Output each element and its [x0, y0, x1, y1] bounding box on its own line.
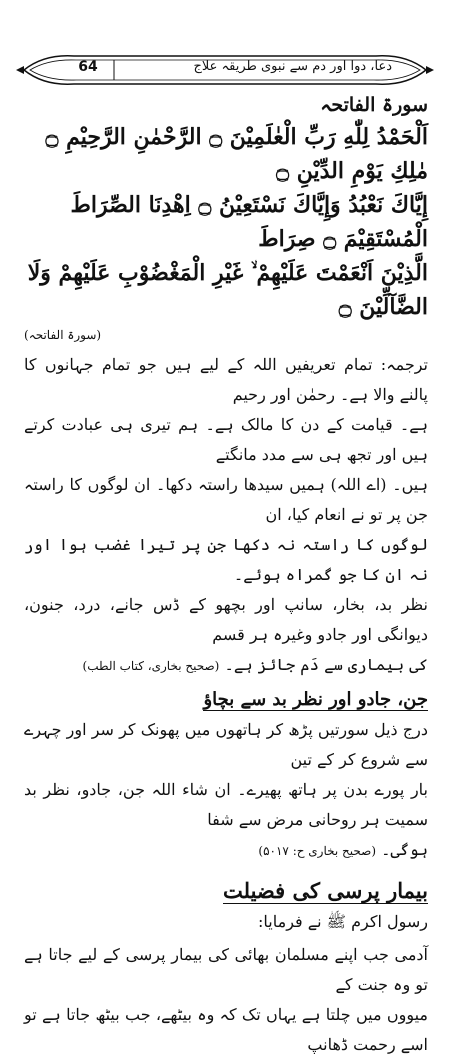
translation-line: ہیں۔ (اے اللہ) ہمیں سیدھا راستہ دکھا۔ ان لوگوں کا راستہ جن پر تو نے انعام کیا، ان — [24, 475, 428, 524]
paragraph-line: بار پورے بدن پر ہاتھ پھیرے۔ ان شاء اللہ جن، جادو، نظر بد سمیت ہر روحانی مرض سے شفا — [24, 780, 428, 829]
section-heading-text: جن، جادو اور نظر بد سے بچاؤ — [203, 689, 428, 710]
page-header — [14, 50, 436, 90]
paragraph-line — [24, 650, 428, 681]
paragraph-line: آدمی جب اپنے مسلمان بھائی کی بیمار پرسی کے لیے جاتا ہے تو وہ جنت کے — [24, 945, 428, 994]
verse-source: (سورۃ الفاتحہ) — [24, 328, 102, 342]
section-heading-text: بیمار پرسی کی فضیلت — [223, 878, 428, 903]
verse-line: اَلْحَمْدُ لِلّٰهِ رَبِّ الْعٰلَمِيْنَ ۝ الرَّحْمٰنِ الرَّحِيْمِ ۝ مٰلِكِ يَوْمِ الدِّيْنِ ۝ — [45, 124, 428, 184]
hadith-reference: (صحیح بخاری، کتاب الطب) — [82, 659, 220, 673]
page-number: 64 — [78, 59, 98, 75]
paragraph-line: میووں میں چلتا ہے یہاں تک کہ وہ بیٹھے، جب بیٹھ جاتا ہے تو اسے رحمت ڈھانپ — [24, 1005, 429, 1054]
section-paragraph — [24, 715, 428, 866]
paragraph-text: ہوگی۔ — [381, 840, 428, 859]
translation-line: لوگوں کا راستہ نہ دکھا جن پر تیرا غضب ہوا اور نہ ان کا جو گمراہ ہوئے۔ — [24, 535, 428, 584]
page-content — [24, 94, 428, 1060]
translation-line: ہے۔ قیامت کے دن کا مالک ہے۔ ہم تیری ہی عبادت کرتے ہیں اور تجھ ہی سے مدد مانگتے — [24, 415, 428, 464]
quran-verse — [24, 120, 428, 324]
paragraph-line: نظر بد، بخار، سانپ اور بچھو کے ڈس جانے، درد، جنون، دیوانگی اور جادو وغیرہ ہر قسم — [24, 595, 428, 644]
section-heading — [24, 878, 428, 904]
paragraph-line: درج ذیل سورتیں پڑھ کر ہاتھوں میں پھونک کر سر اور چہرے سے شروع کر کے تین — [24, 720, 428, 769]
quote-intro: رسول اکرم ﷺ نے فرمایا: — [258, 912, 428, 931]
section-paragraph — [24, 940, 428, 1060]
evil-eye-paragraph — [24, 590, 428, 681]
section-heading — [24, 689, 428, 711]
translation — [24, 350, 428, 590]
surah-title: سورۃ الفاتحہ — [320, 94, 428, 116]
verse-line: الَّذِيْنَ اَنْعَمْتَ عَلَيْهِمْ ۙ غَيْرِ الْمَغْضُوْبِ عَلَيْهِمْ وَلَا الضَّآلِّيْنَ ۝ — [27, 260, 428, 320]
verse-line: إِيَّاكَ نَعْبُدُ وَإِيَّاكَ نَسْتَعِيْنُ ۝ اِهْدِنَا الصِّرَاطَ الْمُسْتَقِيْمَ ۝ صِرَاطَ — [70, 192, 428, 252]
paragraph-text: کی بیماری سے دَم جائز ہے۔ — [224, 655, 428, 674]
paragraph-line — [24, 835, 428, 866]
running-title: دعا، دوا اور دم سے نبوی طریقہ علاج — [193, 59, 392, 74]
hadith-reference: (صحیح بخاری ح: ۵۰۱۷) — [258, 844, 377, 858]
translation-line: ترجمہ: تمام تعریفیں اللہ کے لیے ہیں جو تمام جہانوں کا پالنے والا ہے۔ رحمٰن اور رحیم — [24, 355, 428, 404]
